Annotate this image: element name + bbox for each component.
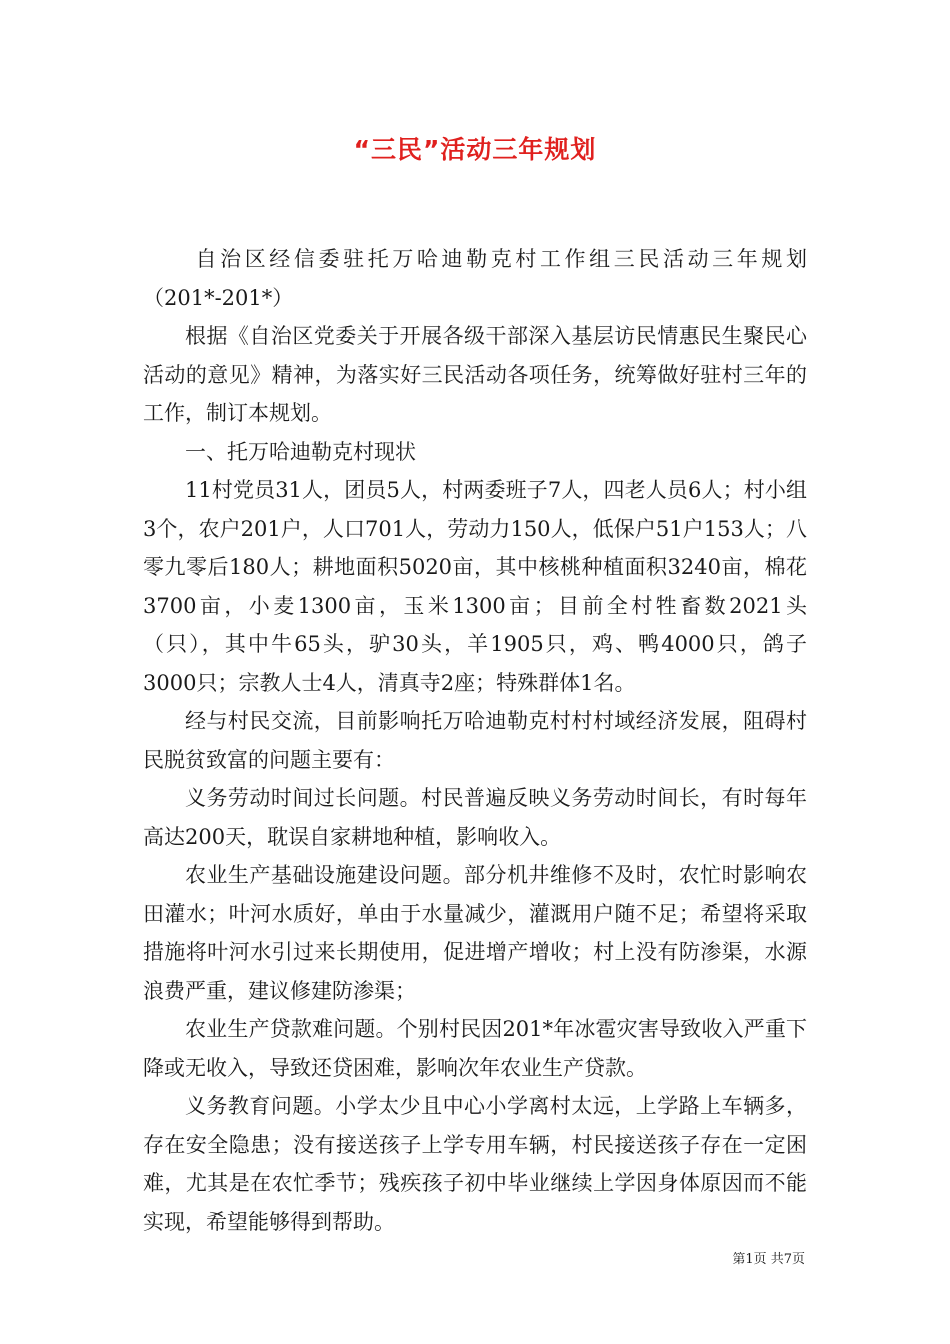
document-body bbox=[143, 240, 807, 1241]
section-heading-1: 一、托万哈迪勒克村现状 bbox=[185, 439, 416, 464]
paragraph-education-issue: 义务教育问题。小学太少且中心小学离村太远，上学路上车辆多，存在安全隐患；没有接送孩子上学专用车辆，村民接送孩子存在一定困难，尤其是在农忙季节；残疾孩子初中毕业继续上学因身体原因而不能实现，希望能够得到帮助。 bbox=[143, 1094, 807, 1234]
paragraph-problems-intro: 经与村民交流，目前影响托万哈迪勒克村村村域经济发展，阻碍村民脱贫致富的问题主要有： bbox=[143, 709, 807, 772]
page-number: 第1页 共7页 bbox=[732, 1252, 805, 1267]
document-title: “三民”活动三年规划 bbox=[353, 135, 597, 164]
paragraph-infrastructure-issue: 农业生产基础设施建设问题。部分机井维修不及时，农忙时影响农田灌水；叶河水质好，单由于水量减少，灌溉用户随不足；希望将采取措施将叶河水引过来长期使用，促进增产增收；村上没有防渗渠，水源浪费严重，建议修建防渗渠； bbox=[143, 863, 807, 1003]
paragraph-intro: 根据《自治区党委关于开展各级干部深入基层访民情惠民生聚民心活动的意见》精神，为落实好三民活动各项任务，统筹做好驻村三年的工作，制订本规划。 bbox=[143, 324, 807, 425]
paragraph-labor-issue: 义务劳动时间过长问题。村民普遍反映义务劳动时间长，有时每年高达200天，耽误自家耕地种植，影响收入。 bbox=[143, 786, 807, 849]
document-subtitle: 自治区经信委驻托万哈迪勒克村工作组三民活动三年规划（201*-201*） bbox=[143, 247, 807, 310]
paragraph-village-status: 11村党员31人，团员5人，村两委班子7人，四老人员6人；村小组3个，农户201户，人口701人，劳动力150人，低保户51户153人；八零九零后180人；耕地面积5020亩，其中核桃种植面积3240亩，棉花3700亩，小麦1300亩，玉米1300亩；目前全村牲畜数2021头（只），其中牛65头，驴30头，羊1905只，鸡、鸭4000只，鸽子3000只；宗教人士4人，清真寺2座；特殊群体1名。 bbox=[143, 478, 807, 695]
paragraph-loan-issue: 农业生产贷款难问题。个别村民因201*年冰雹灾害导致收入严重下降或无收入，导致还贷困难，影响次年农业生产贷款。 bbox=[143, 1017, 807, 1080]
